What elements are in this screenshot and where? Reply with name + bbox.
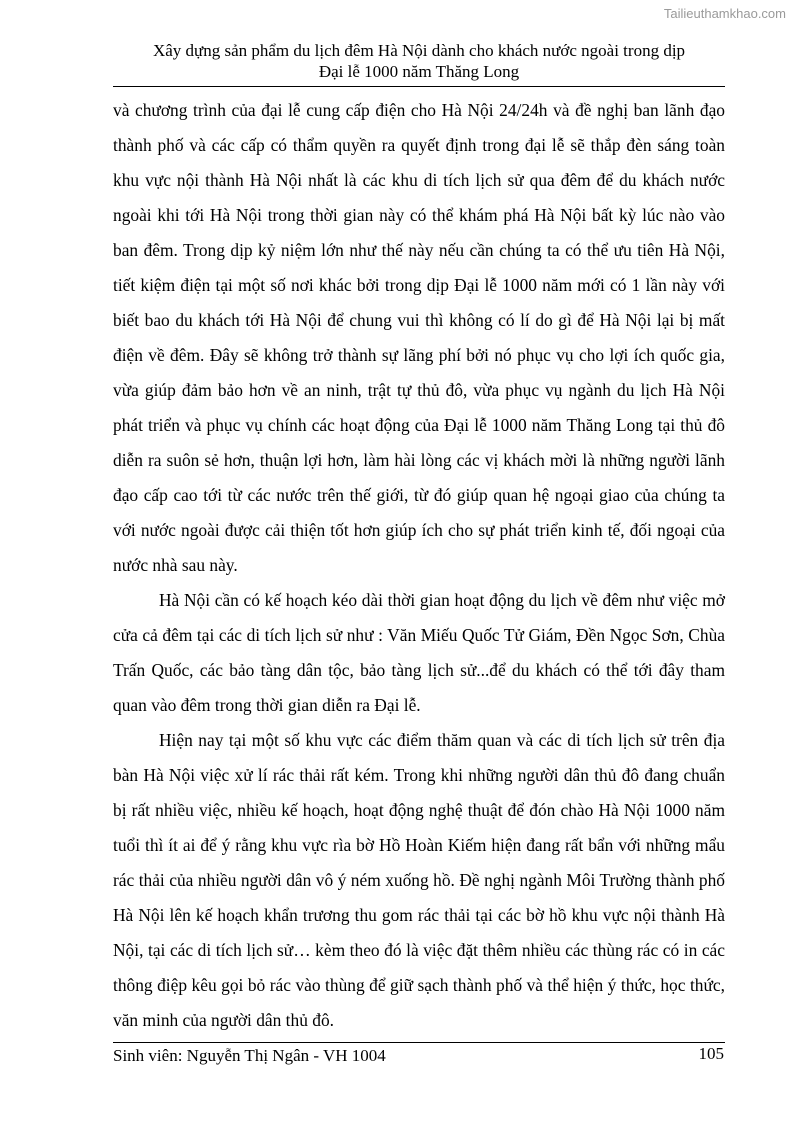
header-title-line-1: Xây dựng sản phẩm du lịch đêm Hà Nội dành cho khách nước ngoài trong dịp — [152, 41, 686, 60]
page-header — [113, 40, 725, 82]
watermark-text: Tailieuthamkhao.com — [663, 6, 786, 21]
page-number: 105 — [698, 1044, 724, 1063]
header-divider — [113, 86, 725, 87]
header-title-line-2: Đại lễ 1000 năm Thăng Long — [318, 62, 520, 81]
paragraph-2: Hà Nội cần có kế hoạch kéo dài thời gian hoạt động du lịch về đêm như việc mở cửa cả đêm tại các di tích lịch sử như : Văn Miếu Quốc Tử Giám, Đền Ngọc Sơn, Chùa Trấn Quốc, các bảo tàng dân tộc, bảo tàng lịch sử...để du khách có thể tới đây tham quan vào đêm trong thời gian diễn ra Đại lễ. — [113, 590, 725, 715]
document-body — [113, 93, 725, 1038]
footer-author: Sinh viên: Nguyễn Thị Ngân - VH 1004 — [113, 1046, 386, 1065]
paragraph-3: Hiện nay tại một số khu vực các điểm thăm quan và các di tích lịch sử trên địa bàn Hà Nội việc xử lí rác thải rất kém. Trong khi những người dân thủ đô đang chuẩn bị rất nhiều việc, nhiều kế hoạch, hoạt động nghệ thuật để đón chào Hà Nội 1000 năm tuổi thì ít ai để ý rằng khu vực rìa bờ Hồ Hoàn Kiếm hiện đang rất bẩn với những mẩu rác thải của nhiều người dân vô ý ném xuống hồ. Đề nghị ngành Môi Trường thành phố Hà Nội lên kế hoạch khẩn trương thu gom rác thải tại các bờ hồ khu vực nội thành Hà Nội, tại các di tích lịch sử… kèm theo đó là việc đặt thêm nhiều các thùng rác có in các thông điệp kêu gọi bỏ rác vào thùng để giữ sạch thành phố và thể hiện ý thức, học thức, văn minh của người dân thủ đô. — [113, 730, 725, 1030]
paragraph-1: và chương trình của đại lễ cung cấp điện cho Hà Nội 24/24h và đề nghị ban lãnh đạo thành phố và các cấp có thẩm quyền ra quyết định trong đại lễ sẽ thắp đèn sáng toàn khu vực nội thành Hà Nội nhất là các khu di tích lịch sử qua đêm để du khách nước ngoài khi tới Hà Nội trong thời gian này có thể khám phá Hà Nội bất kỳ lúc nào vào ban đêm. Trong dịp kỷ niệm lớn như thế này nếu cần chúng ta có thể ưu tiên Hà Nội, tiết kiệm điện tại một số nơi khác bởi trong dịp Đại lễ 1000 năm mới có 1 lần này với biết bao du khách tới Hà Nội để chung vui thì không có lí do gì để Hà Nội lại bị mất điện về đêm. Đây sẽ không trở thành sự lãng phí bởi nó phục vụ cho lợi ích quốc gia, vừa giúp đảm bảo hơn về an ninh, trật tự thủ đô, vừa phục vụ ngành du lịch Hà Nội phát triển và phục vụ chính các hoạt động của Đại lễ 1000 năm Thăng Long tại thủ đô diễn ra suôn sẻ hơn, thuận lợi hơn, làm hài lòng các vị khách mời là những người lãnh đạo cấp cao tới từ các nước trên thế giới, từ đó giúp quan hệ ngoại giao của chúng ta với nước ngoài được cải thiện tốt hơn giúp ích cho sự phát triển kinh tế, đối ngoại của nước nhà sau này. — [113, 100, 725, 575]
footer-divider — [113, 1042, 725, 1043]
